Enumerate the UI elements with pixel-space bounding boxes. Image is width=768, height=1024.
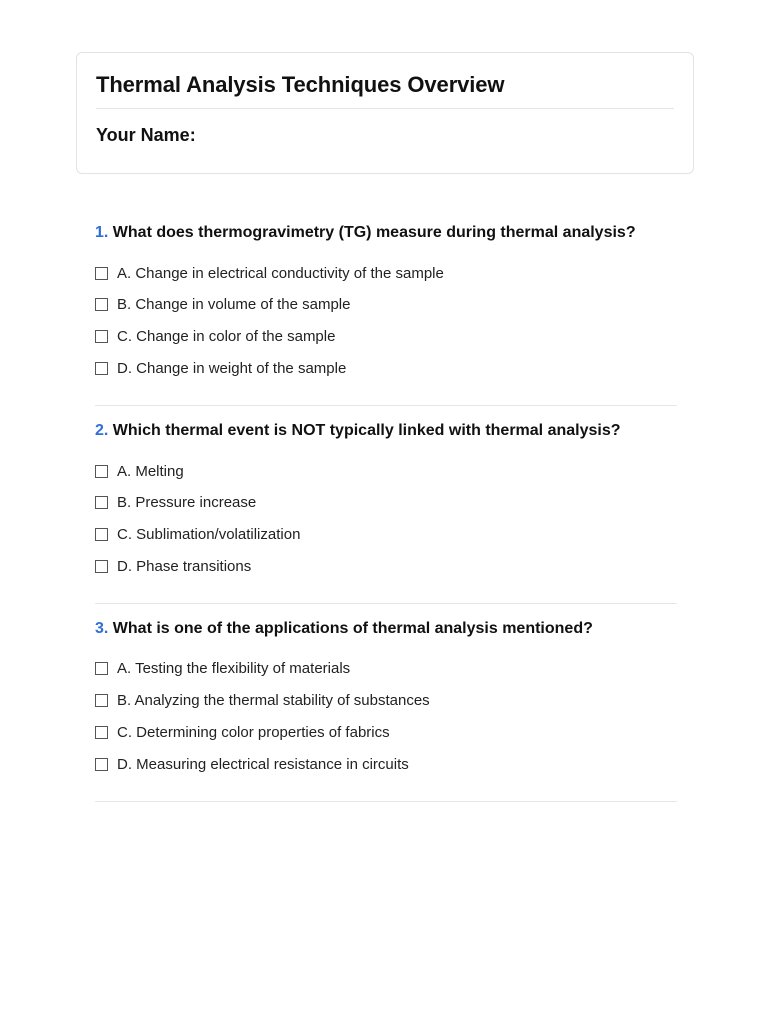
option-label: D. Phase transitions	[117, 557, 252, 575]
option-label: B. Analyzing the thermal stability of substances	[117, 691, 430, 709]
question-3	[95, 620, 677, 802]
option-label: D. Change in weight of the sample	[117, 359, 347, 377]
checkbox[interactable]	[95, 560, 108, 573]
option-c[interactable]	[95, 722, 390, 742]
option-label: C. Determining color properties of fabrics	[117, 723, 390, 741]
checkbox[interactable]	[95, 528, 108, 541]
option-d[interactable]	[95, 556, 251, 576]
checkbox[interactable]	[95, 298, 108, 311]
checkbox[interactable]	[95, 267, 108, 280]
question-number: 1.	[95, 224, 109, 241]
option-b[interactable]	[95, 690, 430, 710]
question-text	[95, 422, 621, 440]
option-d[interactable]	[95, 358, 346, 378]
checkbox[interactable]	[95, 694, 108, 707]
option-a[interactable]	[95, 461, 184, 481]
checkbox[interactable]	[95, 726, 108, 739]
option-a[interactable]	[95, 263, 444, 283]
question-prompt: Which thermal event is NOT typically linked with thermal analysis?	[112, 422, 621, 439]
option-d[interactable]	[95, 754, 409, 774]
option-b[interactable]	[95, 492, 256, 512]
question-prompt: What is one of the applications of thermal analysis mentioned?	[112, 620, 593, 637]
question-2	[95, 422, 677, 604]
option-label: C. Sublimation/volatilization	[117, 525, 301, 543]
checkbox[interactable]	[95, 362, 108, 375]
header-card	[76, 52, 694, 174]
option-c[interactable]	[95, 524, 300, 544]
question-prompt: What does thermogravimetry (TG) measure during thermal analysis?	[112, 224, 636, 241]
checkbox[interactable]	[95, 465, 108, 478]
question-text	[95, 224, 636, 242]
option-label: A. Change in electrical conductivity of the sample	[117, 264, 444, 282]
option-label: B. Pressure increase	[117, 493, 257, 511]
option-label: C. Change in color of the sample	[117, 327, 336, 345]
question-text	[95, 620, 593, 638]
question-number: 3.	[95, 620, 109, 637]
checkbox[interactable]	[95, 496, 108, 509]
question-divider	[95, 603, 677, 604]
question-1	[95, 224, 677, 406]
title-divider	[96, 108, 674, 109]
option-c[interactable]	[95, 326, 335, 346]
question-divider	[95, 801, 677, 802]
option-label: D. Measuring electrical resistance in circuits	[117, 755, 409, 773]
option-label: A. Melting	[117, 462, 184, 480]
checkbox[interactable]	[95, 662, 108, 675]
question-divider	[95, 405, 677, 406]
checkbox[interactable]	[95, 758, 108, 771]
name-label: Your Name:	[96, 125, 196, 145]
option-label: B. Change in volume of the sample	[117, 295, 351, 313]
page-title: Thermal Analysis Techniques Overview	[96, 72, 505, 97]
checkbox[interactable]	[95, 330, 108, 343]
option-label: A. Testing the flexibility of materials	[117, 659, 351, 677]
option-b[interactable]	[95, 294, 350, 314]
option-a[interactable]	[95, 658, 350, 678]
question-number: 2.	[95, 422, 109, 439]
